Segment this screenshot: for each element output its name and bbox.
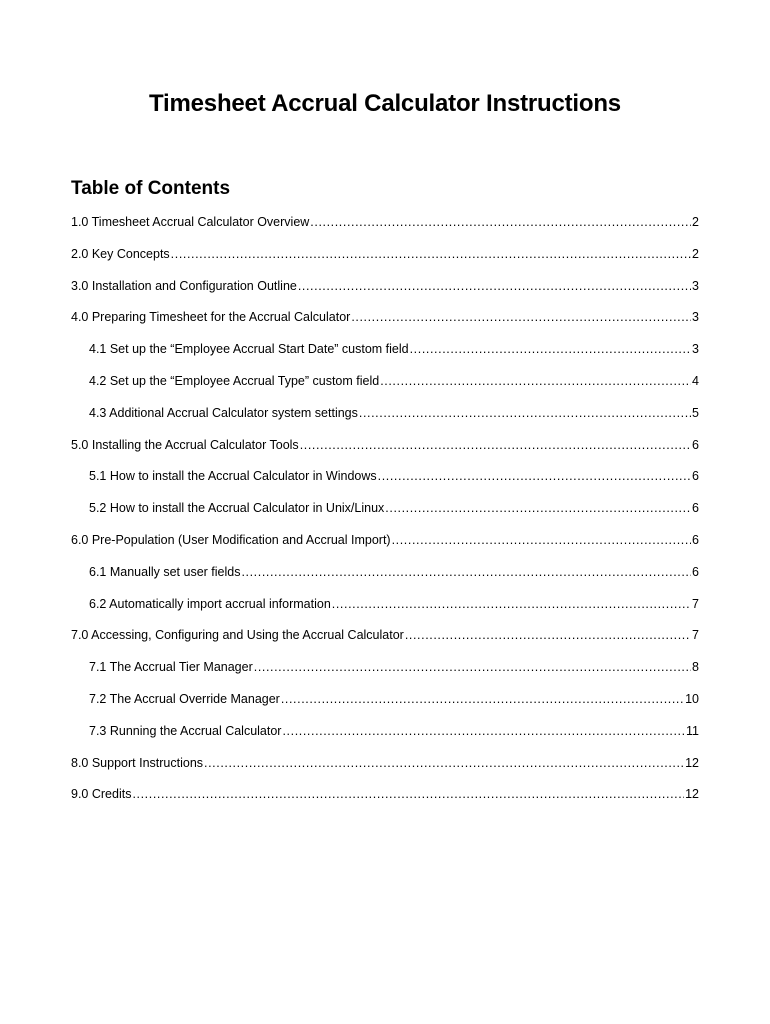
toc-page-number: 2	[692, 246, 699, 261]
toc-subentry[interactable]	[71, 371, 699, 403]
toc-page-number: 12	[685, 787, 699, 802]
toc-entry-title: 7.0 Accessing, Configuring and Using the Accrual Calculator	[71, 628, 404, 643]
toc-dot-leader	[300, 435, 691, 455]
toc-entry-title: 7.1 The Accrual Tier Manager	[89, 660, 253, 675]
toc-entry-title: 6.2 Automatically import accrual information	[89, 596, 331, 611]
toc-entry-title: 1.0 Timesheet Accrual Calculator Overview	[71, 215, 310, 229]
document-title: Timesheet Accrual Calculator Instructions	[149, 90, 621, 117]
toc-subentry[interactable]	[71, 403, 699, 435]
toc-entry[interactable]	[71, 530, 699, 562]
toc-page-number: 6	[692, 469, 699, 484]
toc-dot-leader	[310, 212, 691, 232]
toc-entry-title: 4.3 Additional Accrual Calculator system settings	[89, 405, 358, 420]
toc-entry[interactable]	[71, 753, 699, 785]
toc-dot-leader	[282, 721, 685, 741]
toc-page-number: 8	[692, 660, 699, 675]
table-of-contents	[71, 212, 699, 816]
toc-page-number: 12	[685, 755, 699, 770]
toc-page-number: 3	[692, 310, 699, 325]
toc-page-number: 6	[692, 501, 699, 516]
toc-subentry[interactable]	[71, 594, 699, 626]
toc-entry-title: 2.0 Key Concepts	[71, 246, 170, 261]
toc-entry[interactable]	[71, 435, 699, 467]
toc-subentry[interactable]	[71, 657, 699, 689]
toc-subentry[interactable]	[71, 466, 699, 498]
toc-entry[interactable]	[71, 276, 699, 308]
toc-dot-leader	[351, 307, 691, 327]
toc-entry[interactable]	[71, 784, 699, 816]
toc-entry-title: 4.0 Preparing Timesheet for the Accrual Calculator	[71, 310, 351, 325]
toc-page-number: 6	[692, 532, 699, 547]
toc-page-number: 10	[685, 691, 699, 706]
toc-page-number: 6	[692, 437, 699, 452]
toc-dot-leader	[385, 498, 691, 518]
toc-entry[interactable]	[71, 212, 699, 244]
toc-page-number: 3	[692, 342, 699, 357]
toc-entry-title: 3.0 Installation and Configuration Outline	[71, 278, 297, 293]
toc-dot-leader	[132, 784, 684, 804]
toc-dot-leader	[241, 562, 691, 582]
toc-page-number: 7	[692, 596, 699, 611]
toc-entry-title: 7.3 Running the Accrual Calculator	[89, 723, 282, 738]
toc-entry[interactable]	[71, 244, 699, 276]
toc-entry-title: 5.2 How to install the Accrual Calculator in Unix/Linux	[89, 501, 385, 516]
toc-subentry[interactable]	[71, 498, 699, 530]
toc-page-number: 3	[692, 278, 699, 293]
toc-entry-title: 5.0 Installing the Accrual Calculator Tools	[71, 437, 299, 452]
toc-entry-title: 7.2 The Accrual Override Manager	[89, 691, 280, 706]
toc-subentry[interactable]	[71, 339, 699, 371]
toc-dot-leader	[204, 753, 684, 773]
toc-page-number: 2	[692, 215, 699, 229]
toc-entry[interactable]	[71, 625, 699, 657]
toc-dot-leader	[380, 371, 691, 391]
toc-dot-leader	[410, 339, 691, 359]
toc-dot-leader	[378, 466, 691, 486]
toc-entry-title: 9.0 Credits	[71, 787, 132, 802]
toc-dot-leader	[359, 403, 691, 423]
toc-dot-leader	[332, 594, 691, 614]
toc-page-number: 6	[692, 564, 699, 579]
toc-page-number: 5	[692, 405, 699, 420]
toc-page-number: 11	[686, 723, 699, 738]
toc-dot-leader	[392, 530, 691, 550]
toc-dot-leader	[298, 276, 691, 296]
toc-entry-title: 5.1 How to install the Accrual Calculator in Windows	[89, 469, 377, 484]
toc-dot-leader	[405, 625, 691, 645]
toc-heading: Table of Contents	[71, 178, 231, 199]
toc-entry[interactable]	[71, 307, 699, 339]
toc-entry-title: 6.0 Pre-Population (User Modification and Accrual Import)	[71, 532, 391, 547]
toc-entry-title: 4.1 Set up the “Employee Accrual Start Date” custom field	[89, 342, 409, 357]
toc-entry-title: 6.1 Manually set user fields	[89, 564, 241, 579]
toc-dot-leader	[171, 244, 691, 264]
toc-subentry[interactable]	[71, 562, 699, 594]
toc-page-number: 4	[692, 373, 699, 388]
toc-dot-leader	[281, 689, 684, 709]
toc-subentry[interactable]	[71, 721, 699, 753]
toc-dot-leader	[254, 657, 691, 677]
toc-page-number: 7	[692, 628, 699, 643]
toc-entry-title: 8.0 Support Instructions	[71, 755, 204, 770]
toc-entry-title: 4.2 Set up the “Employee Accrual Type” custom field	[89, 373, 380, 388]
toc-subentry[interactable]	[71, 689, 699, 721]
